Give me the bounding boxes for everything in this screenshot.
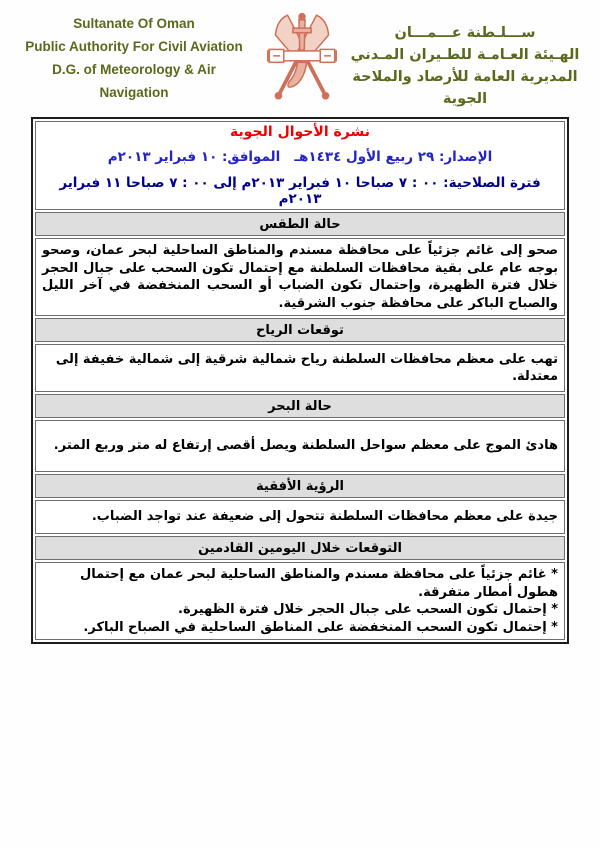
section-header-outlook: التوقعات خلال اليومين القادمين <box>35 536 565 560</box>
bulletin-title: نشرة الأحوال الجوية <box>230 124 370 140</box>
letterhead-ar-line: ســـلـطنة عـــمـــان <box>394 25 536 41</box>
outlook-list <box>35 562 565 640</box>
letterhead-ar-line: المديرية العامة للأرصاد والملاحة الجوية <box>352 69 578 107</box>
letterhead-en-line: D.G. of Meteorology & Air <box>52 62 216 77</box>
section-header-wind: توقعات الرياح <box>35 318 565 342</box>
forecast-item: * غائم جزئياً على محافظة مسندم والمناطق الساحلية لبحر عمان مع إحتمال هطول أمطار متفرقة. <box>79 567 558 600</box>
validity-period-line: فترة الصلاحية: ٠٠ : ٧ صباحا ١٠ فبراير ٢٠١٣م إلى ٠٠ : ٧ صباحا ١١ فبراير ٢٠١٣م <box>59 175 541 207</box>
letterhead-english <box>8 12 260 104</box>
bulletin-info-cell <box>35 121 565 210</box>
letterhead-arabic <box>334 22 596 110</box>
letterhead-en-line: Navigation <box>99 85 169 100</box>
weather-condition-text: صحو إلى غائم جزئياً على محافظة مسندم والمناطق الساحلية لبحر عمان، وصحو بوجه عام على بقية محافظات السلطنة مع إحتمال تكون السحب على جبال الحجر خلال فترة الظهيرة، وإحتمال تكون الضباب أو السحب المنخفضة في آخر الليل والصباح الباكر على محافظة جنوب الشرقية. <box>35 238 565 316</box>
wind-forecast-text: تهب على معظم محافظات السلطنة رياح شمالية شرقية إلى شمالية خفيفة إلى معتدلة. <box>35 344 565 392</box>
section-header-weather: حالة الطقس <box>35 212 565 236</box>
weather-bulletin-table <box>31 117 569 644</box>
letterhead-en-line: Sultanate Of Oman <box>73 16 195 31</box>
visibility-text: جيدة على معظم محافظات السلطنة تتحول إلى ضعيفة عند تواجد الضباب. <box>35 500 565 534</box>
section-header-sea: حالة البحر <box>35 394 565 418</box>
letterhead-en-line: Public Authority For Civil Aviation <box>25 39 243 54</box>
forecast-item: * إحتمال تكون السحب على جبال الحجر خلال فترة الظهيرة. <box>178 602 558 617</box>
issue-date-line: الإصدار: ٢٩ ربيع الأول ١٤٣٤هـ الموافق: ١٠ فبراير ٢٠١٣م <box>107 149 493 165</box>
section-header-visibility: الرؤية الأفقية <box>35 474 565 498</box>
forecast-item: * إحتمال تكون السحب المنخفضة على المناطق الساحلية في الصباح الباكر. <box>83 619 558 635</box>
sea-state-text: هادئ الموج على معظم سواحل السلطنة ويصل أقصى إرتفاع له متر وربع المتر. <box>35 420 565 472</box>
letterhead-ar-line: الهـيئة العـامـة للطـيران المـدني <box>350 47 580 63</box>
oman-national-emblem-icon <box>264 6 340 108</box>
weather-bulletin <box>31 117 569 644</box>
